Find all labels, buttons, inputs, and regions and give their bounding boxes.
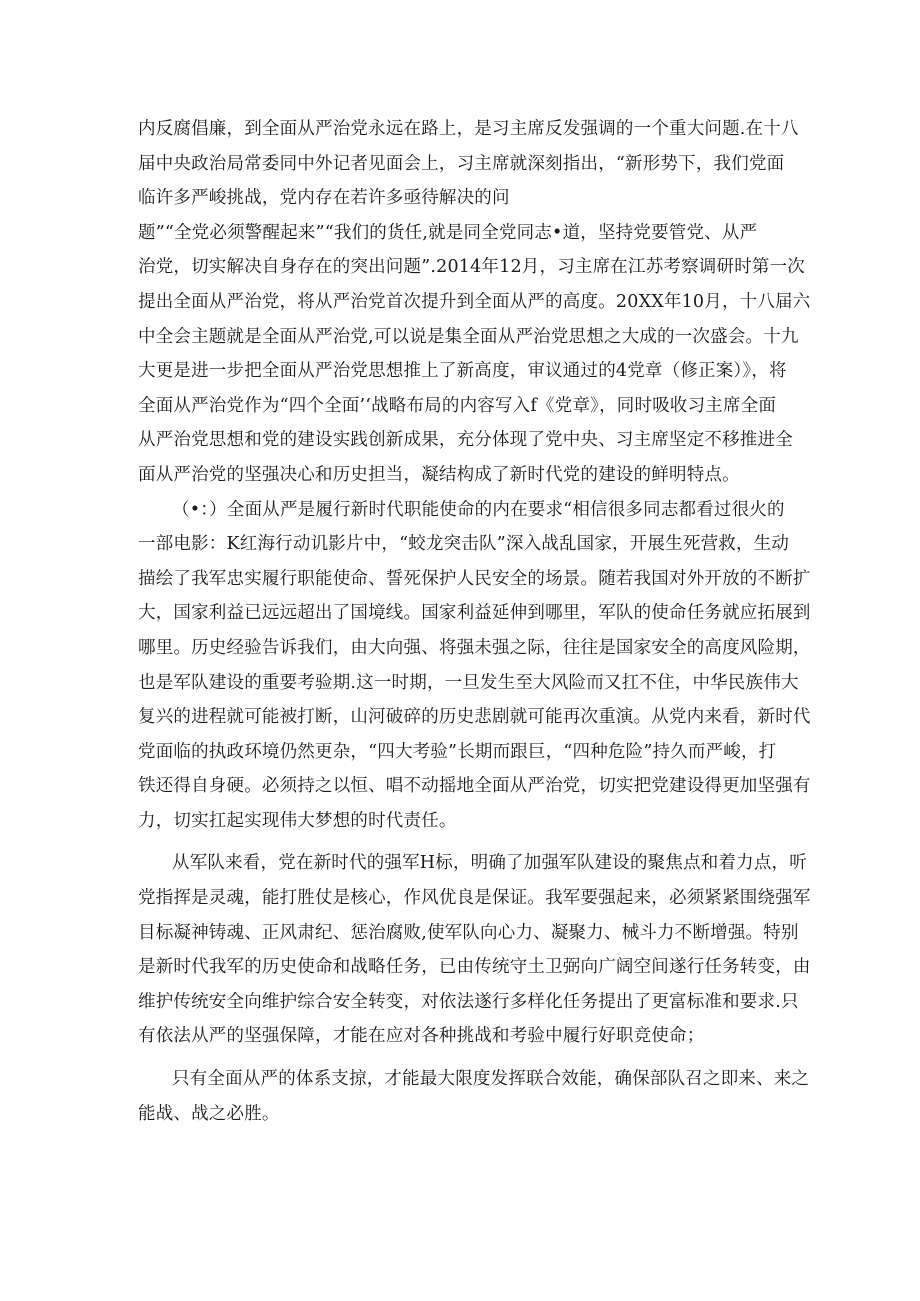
document-body <box>138 112 811 1131</box>
text-line: 只有全面从严的体系支掠，才能最大限度发挥联合效能，确保部队召之即来、来之 <box>172 1069 810 1090</box>
paragraph-gap <box>138 1054 786 1062</box>
text-line: 从严治党思想和党的建设实践创新成果，充分体现了党中央、习主席坚定不移推进全 <box>138 430 793 451</box>
text-line: 铁还得自身硬。必须持之以恒、唱不动摇地全面从严治党，切实把党建设得更加坚强有 <box>138 776 811 797</box>
text-line: 维护传统安全向维护综合安全转变，对依法遂行多样化任务提出了更富标准和要求.只 <box>138 991 799 1012</box>
text-line: 有依法从严的坚强保障，才能在应对各种挑战和考验中履行好职竞使命； <box>138 1026 705 1047</box>
text-line: 党面临的执政环境仍然更杂，“四大考验”长期而跟巨，“四种危险”持久而严峻，打 <box>138 741 777 762</box>
text-line: 大，国家利益已远远超出了国境线。国家利益延伸到哪里，军队的使命任务就应拓展到 <box>138 603 811 624</box>
text-line: 哪里。历史经验告诉我们，由大向强、将强未强之际，往往是国家安全的高度风险期， <box>138 637 811 658</box>
text-line: 内反腐倡廉，到全面从严治党永远在路上，是习主席反发强调的一个重大问题.在十八 <box>138 119 799 139</box>
paragraph-1 <box>138 112 811 493</box>
text-line: 复兴的进程就可能被打断，山河破碎的历史悲剧就可能再次重演。从党内来看，新时代 <box>138 707 811 728</box>
text-line: 力，切实扛起实现伟大梦想的时代责任。 <box>138 810 457 831</box>
text-line: （•：）全面从严是履行新时代职能使命的内在要求“相信很多同志都看过很火的 <box>172 499 785 520</box>
text-line: 提出全面从严治党，将从严治党首次提升到全面从严的高度。20XX年10月，十八届六 <box>138 291 811 312</box>
text-line: 治党，切实解决自身存在的突出问题”.2014年12月，习主席在江苏考察调研时第一次 <box>138 257 806 278</box>
paragraph-2 <box>138 493 811 839</box>
paragraph-3 <box>138 846 811 1054</box>
text-line: 目标凝神铸魂、正风肃纪、惩治腐败,使军队向心力、凝聚力、械斗力不断增强。特别 <box>138 922 799 943</box>
text-line: 全面从严治党作为“四个全面’‘战略布局的内容写入f《党章》，同时吸收习主席全面 <box>138 395 777 416</box>
text-line: 描绘了我军忠实履行职能使命、誓死保护人民安全的场景。随若我国对外开放的不断扩 <box>138 568 811 589</box>
paragraph-gap <box>138 838 786 846</box>
text-line: 大更是进一步把全面从严治党思想推上了新高度，审议通过的4党章（修正案）》，将 <box>138 361 787 382</box>
text-line: 党指挥是灵魂，能打胜仗是核心，作风优良是保证。我军要强起来，必须紧紧围绕强军 <box>138 888 811 909</box>
text-line: 是新时代我军的历史使命和战略任务，已由传统守土卫弼向广阔空间遂行任务转变，由 <box>138 957 811 978</box>
text-line: 面从严治党的坚强决心和历史担当，凝结构成了新时代党的建设的鲜明特点。 <box>138 464 740 485</box>
text-line: 届中央政治局常委同中外记者见面会上，习主席就深刻指出，“新形势下，我们党面 <box>138 153 785 174</box>
text-line: 临许多严峻挑战，党内存在若许多亟待解决的问 <box>138 188 510 209</box>
paragraph-4 <box>138 1062 810 1131</box>
text-line: 也是军队建设的重要考验期.这一时期，一旦发生至大风险而又扛不住，中华民族伟大 <box>138 672 799 693</box>
text-line: 能战、战之必胜。 <box>138 1103 280 1124</box>
text-line: 题”“全党必须警醒起来”“我们的货任,就是同全党同志•道，坚持党要管党、从严 <box>138 222 758 243</box>
text-line: 从军队来看，党在新时代的强军H标，明确了加强军队建设的聚焦点和着力点，听 <box>172 853 807 874</box>
text-line: 中全会主题就是全面从严治党,可以说是集全面从严治党思想之大成的一次盛会。十九 <box>138 326 799 347</box>
text-line: 一部电影：K红海行动讥影片中，“蛟龙突击队”深入战乱国家，开展生死营救，生动 <box>138 534 790 555</box>
